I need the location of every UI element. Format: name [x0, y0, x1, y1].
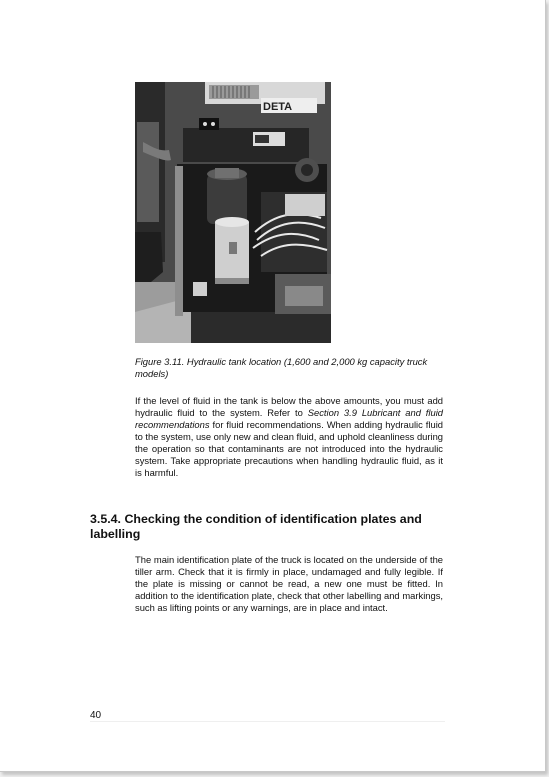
footer-divider — [90, 721, 445, 722]
page-number: 40 — [90, 710, 102, 721]
hydraulic-fluid-paragraph — [135, 395, 443, 479]
hydraulic-tank-photo — [135, 82, 331, 343]
paragraph-text-end: for fluid recommendations. When adding hydraulic fluid to the system, use only new and clean fluid, and uphold cleanliness during the operation so that contaminants are not introduced into the hydraulic system. Take appropriate precautions when handling hydraulic fluid, as it is harmful. — [135, 419, 444, 478]
figure-caption: Figure 3.11. Hydraulic tank location (1,600 and 2,000 kg capacity truck models) — [135, 356, 428, 379]
paragraph-text-start: If the level of fluid in the tank is below the above amounts, you must add hydraulic fluid to the system. Refer to — [135, 395, 443, 418]
section-heading: 3.5.4. Checking the condition of identification plates and labelling — [90, 512, 422, 541]
section-reference: Section 3.9 Lubricant and fluid recommendations — [135, 407, 443, 430]
identification-plates-paragraph: The main identification plate of the truck is located on the underside of the tiller arm. Check that it is firmly in place, undamaged and fully legible. If the plate is missing or cannot be read, a new one must be fitted. In addition to the identification plate, check that other labelling and markings, such as lifting points or any warnings, are in place and intact. — [135, 554, 443, 613]
deta-logo: DETA — [263, 101, 293, 113]
